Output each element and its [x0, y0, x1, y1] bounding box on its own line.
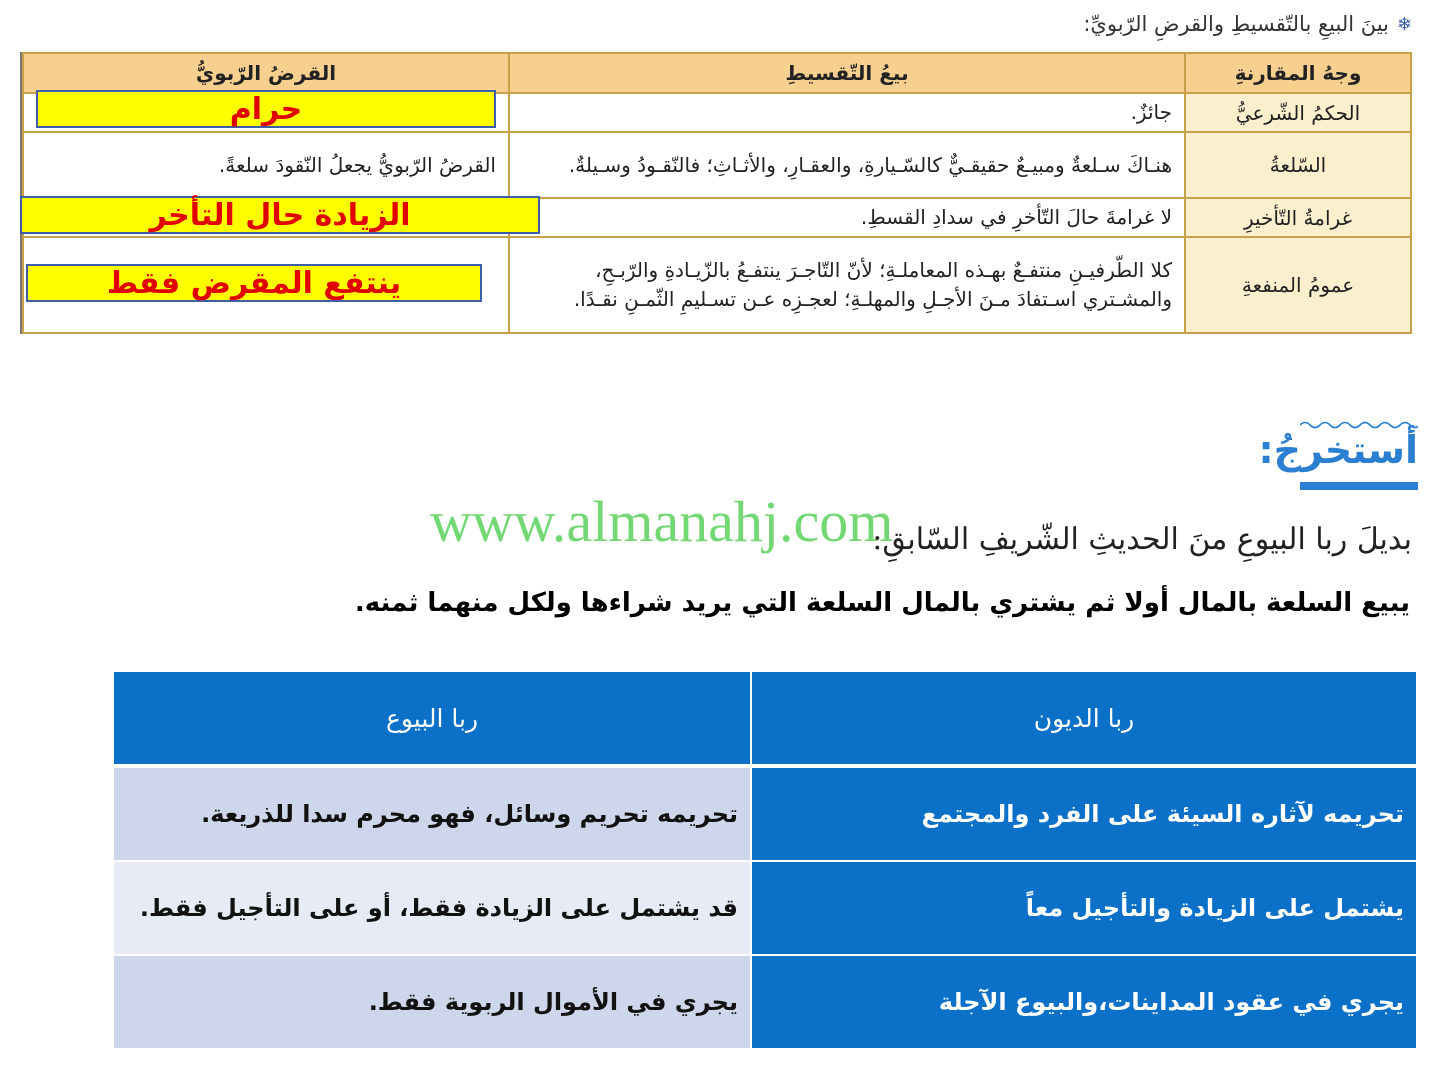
riba-header-row — [114, 672, 1416, 768]
intro-line — [1083, 12, 1412, 36]
table-row — [114, 956, 1416, 1050]
istakhrij-label: أستخرجُ: — [1258, 428, 1418, 472]
cell-riba-duyun: تحريمه لآثاره السيئة على الفرد والمجتمع — [750, 768, 1416, 862]
row-aspect: غرامةُ التّأخيرِ — [1185, 198, 1411, 237]
cell-riba-duyun: يشتمل على الزيادة والتأجيل معاً — [750, 862, 1416, 956]
comparison-header-row — [23, 53, 1411, 93]
cell-riba-buyu: قد يشتمل على الزيادة فقط، أو على التأجيل فقط. — [114, 862, 750, 956]
header-riba-buyu: ربا البيوع — [114, 672, 750, 768]
cell-riba-buyu: تحريمه تحريم وسائل، فهو محرم سدا للذريعة. — [114, 768, 750, 862]
row-aspect: عمومُ المنفعةِ — [1185, 237, 1411, 333]
cell-riba-buyu: يجري في الأموال الربوية فقط. — [114, 956, 750, 1050]
highlight-lender-benefit: ينتفع المقرض فقط — [26, 264, 482, 302]
table-row — [114, 862, 1416, 956]
istakhrij-badge — [1258, 420, 1418, 490]
highlight-haram: حرام — [36, 90, 496, 128]
header-ribawi: القرضُ الرّبويُّ — [23, 53, 509, 93]
question-text: بديلَ ربا البيوعِ منَ الحديثِ الشّريفِ السّابقِ: — [872, 522, 1412, 557]
row-aspect: السّلعةُ — [1185, 132, 1411, 198]
answer-text: يبيع السلعة بالمال أولا ثم يشتري بالمال السلعة التي يريد شراءها ولكل منهما ثمنه. — [354, 588, 1410, 618]
watermark: www.almanahj.com — [430, 489, 894, 554]
intro-text: بينَ البيعِ بالتّقسيطِ والقرضِ الرّبويِّ: — [1083, 12, 1389, 36]
row-installment: كلا الطّرفيـنِ منتفـعٌ بهـذه المعاملـةِ؛ لأنّ التّاجـرَ ينتفـعُ بالزّيـادةِ والرّبـحِ، والمشـتري اسـتفادَ مـنَ الأجـلِ والمهلـةِ؛ لعجـزِه عـن تسـليمِ الثّمـنِ نقـدًا. — [509, 237, 1185, 333]
snowflake-icon: ❄ — [1396, 13, 1412, 35]
row-installment: هنـاكَ سـلعةٌ ومبيـعٌ حقيقـيٌّ كالسّـيارةِ، والعقـارِ، والأثـاثِ؛ فالنّقـودُ وسـيلةٌ. — [509, 132, 1185, 198]
highlight-late-increase: الزيادة حال التأخر — [20, 196, 540, 234]
row-installment: جائزٌ. — [509, 93, 1185, 132]
header-riba-duyun: ربا الديون — [750, 672, 1416, 768]
cell-riba-duyun: يجري في عقود المداينات،والبيوع الآجلة — [750, 956, 1416, 1050]
istakhrij-underline — [1300, 482, 1418, 490]
row-aspect: الحكمُ الشّرعيُّ — [1185, 93, 1411, 132]
row-ribawi: القرضُ الرّبويُّ يجعلُ النّقودَ سلعةً. — [23, 132, 509, 198]
riba-table — [114, 672, 1416, 1050]
table-row — [23, 132, 1411, 198]
table-row — [114, 768, 1416, 862]
header-installment: بيعُ التّقسيطِ — [509, 53, 1185, 93]
row-installment: لا غرامةَ حالَ التّأخرِ في سدادِ القسطِ. — [509, 198, 1185, 237]
header-aspect: وجهُ المقارنةِ — [1185, 53, 1411, 93]
